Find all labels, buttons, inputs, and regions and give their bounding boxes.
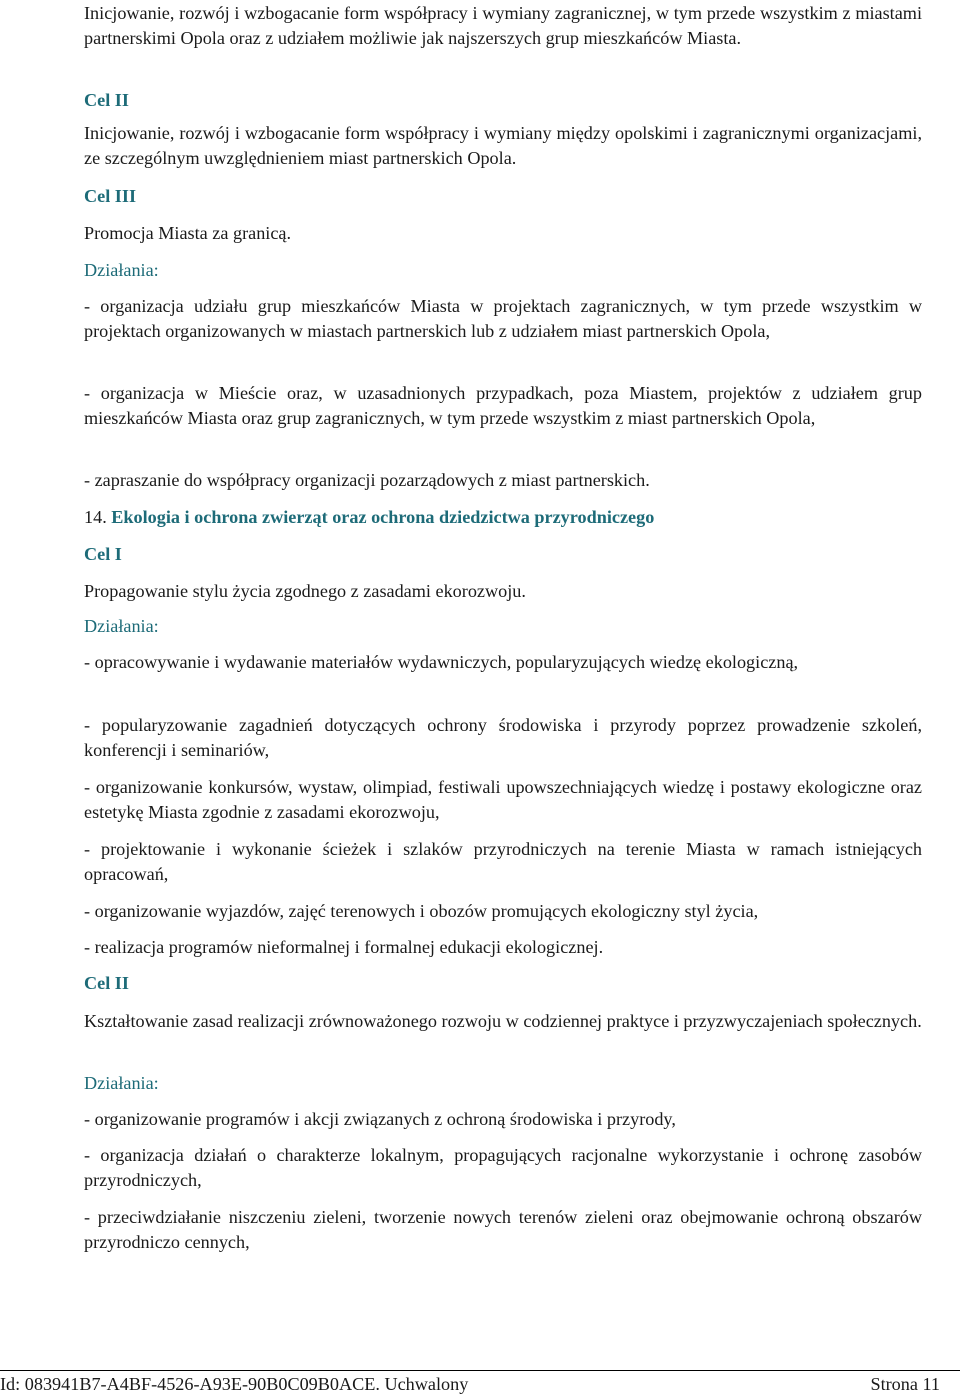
action-item: - organizowanie konkursów, wystaw, olimpiad, festiwali upowszechniających wiedzę i postawy ekologiczne oraz estetykę Miasta zgodnie z zasadami ekorozwoju, xyxy=(84,777,922,822)
action-item: - popularyzowanie zagadnień dotyczących ochrony środowiska i przyrody poprzez prowadzenie szkoleń, konferencji i seminariów, xyxy=(84,715,922,760)
dzialania-label: Działania: xyxy=(84,616,159,636)
cel-1-label: Cel I xyxy=(84,544,122,564)
page-footer xyxy=(0,1370,960,1396)
section-title: Ekologia i ochrona zwierząt oraz ochrona dziedzictwa przyrodniczego xyxy=(111,507,655,527)
dzialania-label: Działania: xyxy=(84,1073,159,1093)
action-item: - przeciwdziałanie niszczeniu zieleni, tworzenie nowych terenów zieleni oraz obejmowanie ochroną obszarów przyrodniczo cennych, xyxy=(84,1207,922,1252)
document-id: Id: 083941B7-A4BF-4526-A93E-90B0C09B0ACE. Uchwalony xyxy=(0,1374,469,1394)
cel-3-text: Promocja Miasta za granicą. xyxy=(84,223,292,243)
cel-2-label: Cel II xyxy=(84,90,129,110)
action-item: - projektowanie i wykonanie ścieżek i szlaków przyrodniczych na terenie Miasta w ramach istniejących opracowań, xyxy=(84,839,922,884)
action-item: - organizowanie programów i akcji związanych z ochroną środowiska i przyrody, xyxy=(84,1109,676,1129)
action-item: - zapraszanie do współpracy organizacji pozarządowych z miast partnerskich. xyxy=(84,470,650,490)
cel-1-text: Propagowanie stylu życia zgodnego z zasadami ekorozwoju. xyxy=(84,581,526,601)
action-item: - organizacja udziału grup mieszkańców Miasta w projektach zagranicznych, w tym przede wszystkim w projektach organizowanych w miastach partnerskich lub z udziałem miast partnerskich Opola, xyxy=(84,296,922,341)
cel-2-label: Cel II xyxy=(84,973,129,993)
section-number: 14. xyxy=(84,507,107,527)
cel-2-text: Kształtowanie zasad realizacji zrównoważonego rozwoju w codziennej praktyce i przyzwyczajeniach społecznych. xyxy=(84,1011,922,1031)
action-item: - opracowywanie i wydawanie materiałów wydawniczych, popularyzujących wiedzę ekologiczną, xyxy=(84,652,799,672)
cel-3-label: Cel III xyxy=(84,186,137,206)
action-item: - organizacja w Mieście oraz, w uzasadnionych przypadkach, poza Miastem, projektów z udziałem grup mieszkańców Miasta oraz grup zagranicznych, w tym przede wszystkim z miast partnerskich Opola, xyxy=(84,383,922,428)
intro-paragraph: Inicjowanie, rozwój i wzbogacanie form współpracy i wymiany zagranicznej, w tym przede wszystkim z miastami partnerskimi Opola oraz z udziałem możliwie jak najszerszych grup mieszkańców Miasta. xyxy=(84,3,922,48)
page-number: Strona 11 xyxy=(870,1374,940,1394)
cel-2-text: Inicjowanie, rozwój i wzbogacanie form współpracy i wymiany między opolskimi i zagranicznymi organizacjami, ze szczególnym uwzględnieniem miast partnerskich Opola. xyxy=(84,123,922,168)
action-item: - organizowanie wyjazdów, zajęć terenowych i obozów promujących ekologiczny styl życia, xyxy=(84,901,759,921)
dzialania-label: Działania: xyxy=(84,260,159,280)
action-item: - realizacja programów nieformalnej i formalnej edukacji ekologicznej. xyxy=(84,937,604,957)
action-item: - organizacja działań o charakterze lokalnym, propagujących racjonalne wykorzystanie i ochronę zasobów przyrodniczych, xyxy=(84,1145,922,1190)
section-heading xyxy=(84,505,922,530)
